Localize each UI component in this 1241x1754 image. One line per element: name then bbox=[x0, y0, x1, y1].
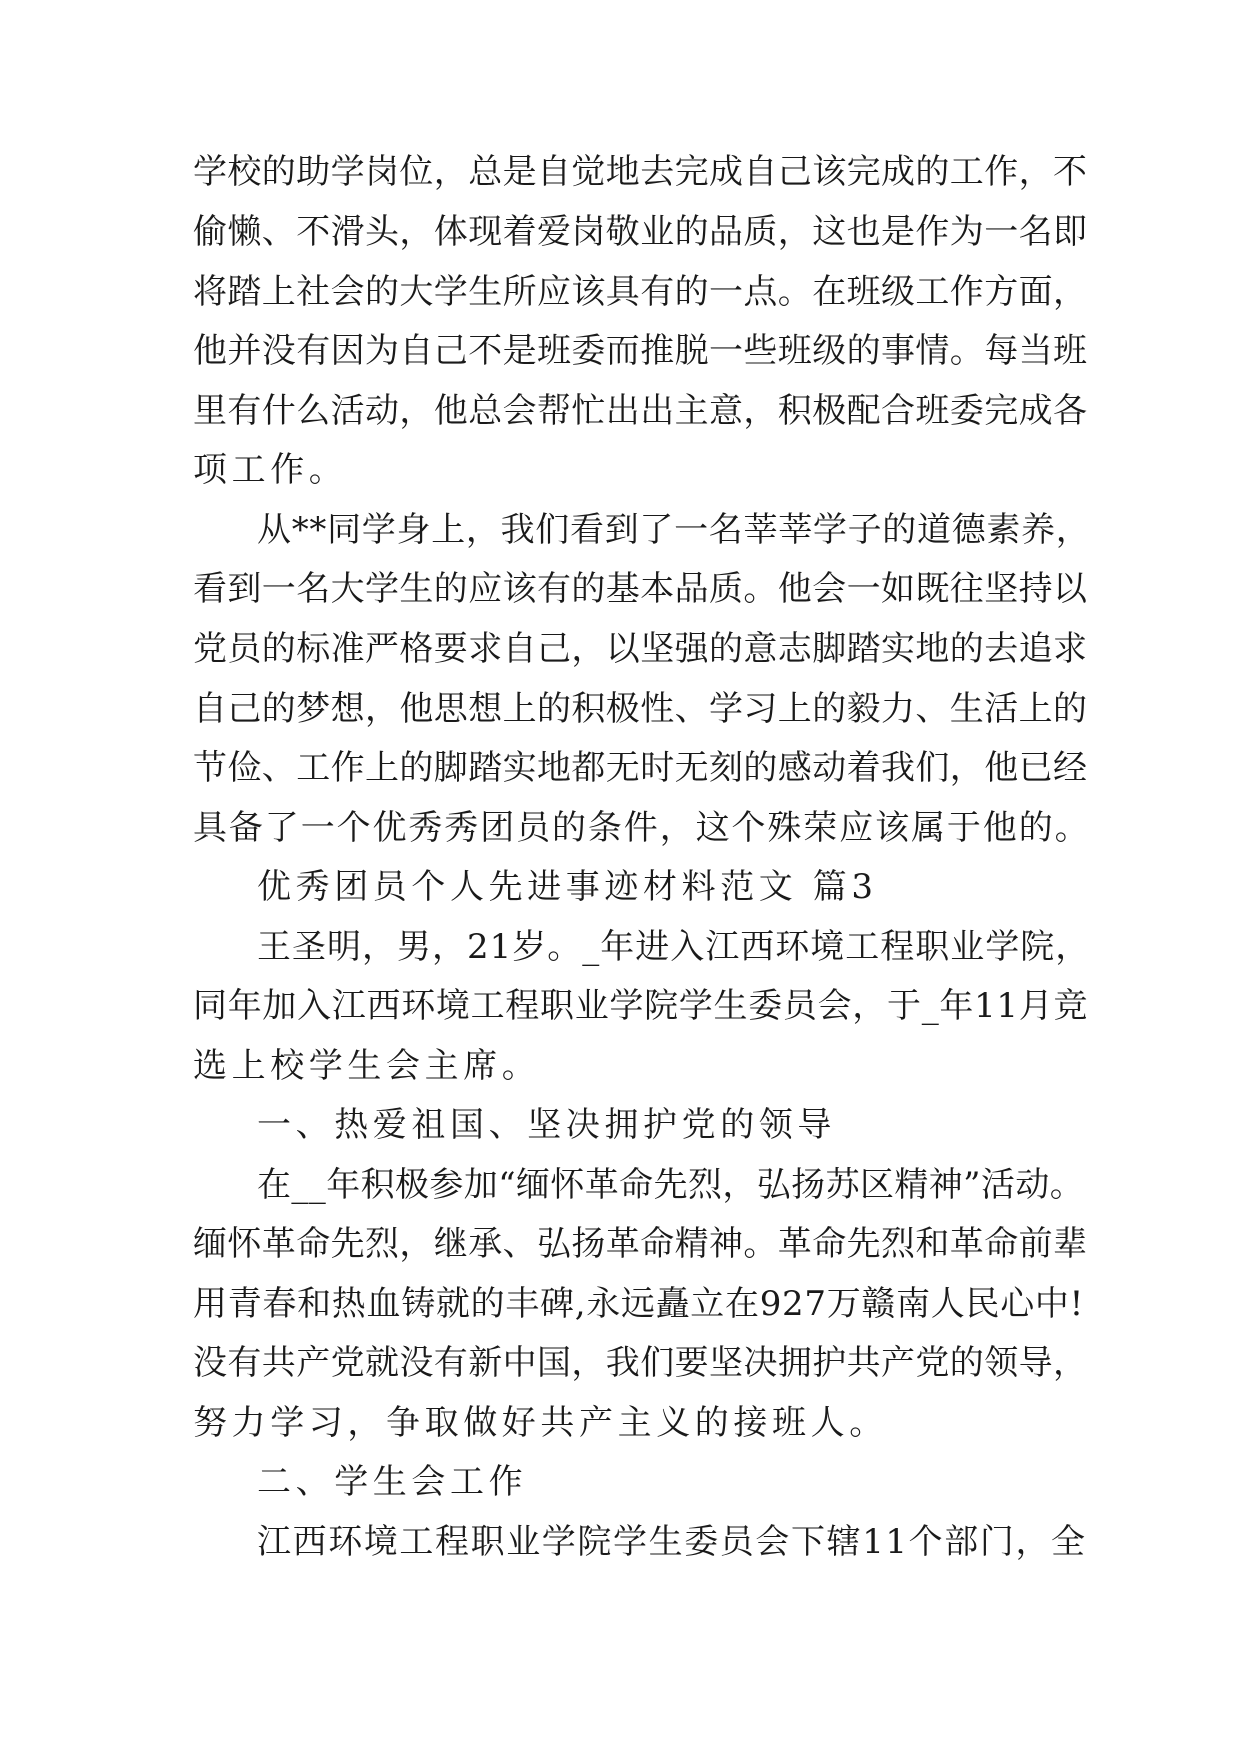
text-line: 江西环境工程职业学院学生委员会下辖11个部门，全 bbox=[257, 1522, 1087, 1562]
text-line: 学校的助学岗位，总是自觉地去完成自己该完成的工作，不 bbox=[193, 152, 1088, 192]
text-line: 没有共产党就没有新中国，我们要坚决拥护共产党的领导， bbox=[193, 1343, 1088, 1383]
text-line: 在__年积极参加“缅怀革命先烈，弘扬苏区精神”活动。 bbox=[257, 1165, 1085, 1205]
text-line: 党员的标准严格要求自己，以坚强的意志脚踏实地的去追求 bbox=[193, 629, 1088, 669]
text-line: 同年加入江西环境工程职业学院学生委员会，于_年11月竞 bbox=[193, 986, 1089, 1026]
subsection-heading: 一、热爱祖国、坚决拥护党的领导 bbox=[257, 1105, 836, 1145]
text-line: 里有什么活动，他总会帮忙出出主意，积极配合班委完成各 bbox=[193, 391, 1088, 431]
text-line: 他并没有因为自己不是班委而推脱一些班级的事情。每当班 bbox=[193, 331, 1088, 371]
text-line: 努力学习，争取做好共产主义的接班人。 bbox=[193, 1403, 888, 1443]
text-line: 用青春和热血铸就的丰碑,永远矗立在927万赣南人民心中! bbox=[193, 1284, 1084, 1324]
text-line: 王圣明，男，21岁。_年进入江西环境工程职业学院， bbox=[257, 927, 1091, 967]
text-line: 从**同学身上，我们看到了一名莘莘学子的道德素养， bbox=[257, 510, 1091, 550]
text-line: 偷懒、不滑头，体现着爱岗敬业的品质，这也是作为一名即 bbox=[193, 212, 1088, 252]
text-line: 缅怀革命先烈，继承、弘扬革命精神。革命先烈和革命前辈 bbox=[193, 1224, 1088, 1264]
text-line: 自己的梦想，他思想上的积极性、学习上的毅力、生活上的 bbox=[193, 689, 1088, 729]
text-line: 项工作。 bbox=[193, 450, 348, 490]
subsection-heading: 二、学生会工作 bbox=[257, 1462, 528, 1502]
section-heading: 优秀团员个人先进事迹材料范文 篇3 bbox=[257, 867, 878, 907]
text-line: 将踏上社会的大学生所应该具有的一点。在班级工作方面， bbox=[193, 272, 1088, 312]
text-line: 看到一名大学生的应该有的基本品质。他会一如既往坚持以 bbox=[193, 569, 1088, 609]
text-line: 选上校学生会主席。 bbox=[193, 1046, 541, 1086]
text-line: 具备了一个优秀秀团员的条件，这个殊荣应该属于他的。 bbox=[193, 808, 1091, 848]
text-line: 节俭、工作上的脚踏实地都无时无刻的感动着我们，他已经 bbox=[193, 748, 1088, 788]
